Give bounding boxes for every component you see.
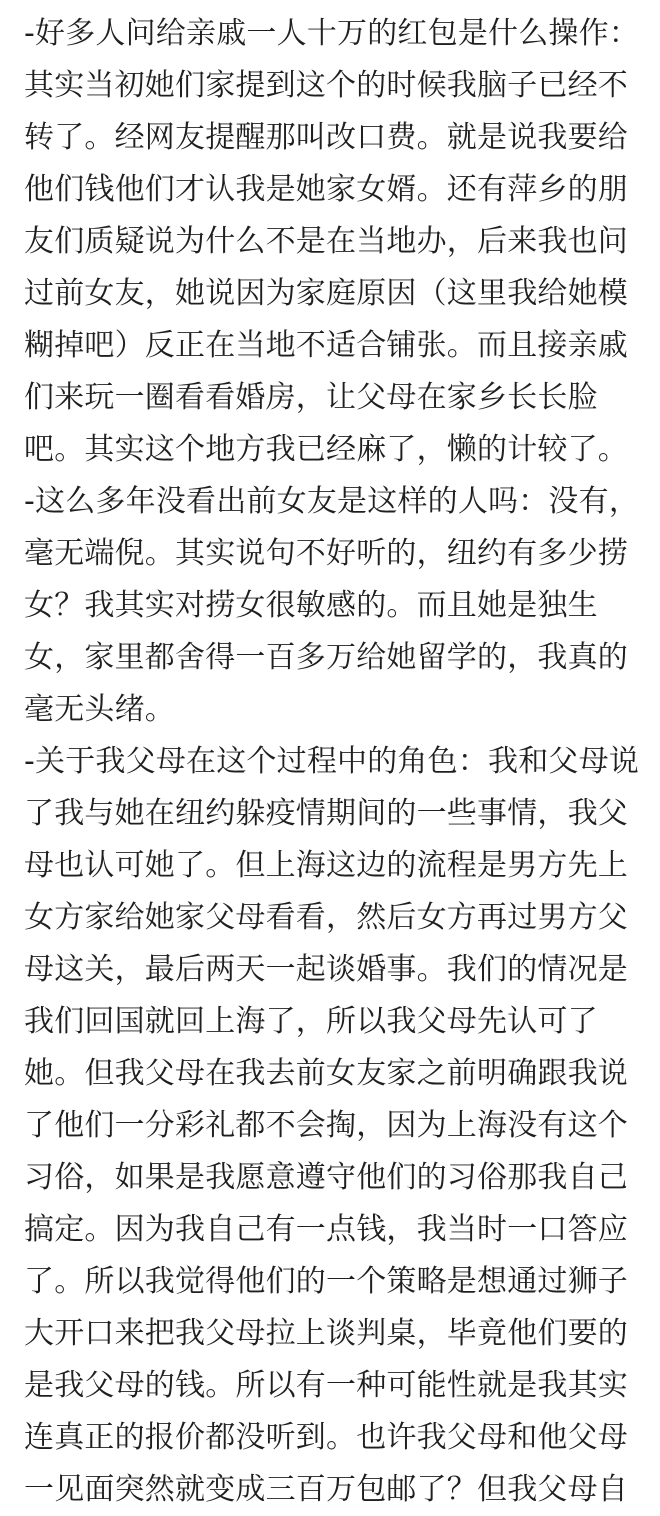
paragraph-red-envelope: [24, 8, 644, 476]
text-line: 母这关，最后两天一起谈婚事。我们的情况是: [24, 952, 628, 987]
text-line: -关于我父母在这个过程中的角色：我和父母说: [24, 744, 640, 779]
text-line: -这么多年没看出前女友是这样的人吗：没有，: [24, 484, 640, 519]
text-line: 他们钱他们才认我是她家女婿。还有萍乡的朋: [24, 172, 628, 207]
text-line: 女？我其实对捞女很敏感的。而且她是独生: [24, 588, 598, 623]
text-line: 女，家里都舍得一百多万给她留学的，我真的: [24, 640, 628, 675]
text-line: 们来玩一圈看看婚房，让父母在家乡长长脸: [24, 380, 598, 415]
text-line: 连真正的报价都没听到。也许我父母和他父母: [24, 1420, 628, 1455]
text-line: 糊掉吧）反正在当地不适合铺张。而且接亲戚: [24, 328, 628, 363]
text-line: 了我与她在纽约躲疫情期间的一些事情，我父: [24, 796, 628, 831]
paragraph-parents-role: [24, 736, 644, 1516]
text-line: 其实当初她们家提到这个的时候我脑子已经不: [24, 68, 628, 103]
text-line: 我们回国就回上海了，所以我父母先认可了: [24, 1004, 598, 1039]
paragraph-ex-girlfriend: [24, 476, 644, 736]
text-line: 转了。经网友提醒那叫改口费。就是说我要给: [24, 120, 628, 155]
text-line: 了他们一分彩礼都不会掏，因为上海没有这个: [24, 1108, 628, 1143]
text-line: -好多人问给亲戚一人十万的红包是什么操作：: [24, 16, 640, 51]
text-line: 母也认可她了。但上海这边的流程是男方先上: [24, 848, 628, 883]
text-line: 一见面突然就变成三百万包邮了？但我父母自: [24, 1472, 628, 1507]
text-line: 友们质疑说为什么不是在当地办，后来我也问: [24, 224, 628, 259]
text-line: 搞定。因为我自己有一点钱，我当时一口答应: [24, 1212, 628, 1247]
text-line: 习俗，如果是我愿意遵守他们的习俗那我自己: [24, 1160, 628, 1195]
text-line: 她。但我父母在我去前女友家之前明确跟我说: [24, 1056, 628, 1091]
text-line: 吧。其实这个地方我已经麻了，懒的计较了。: [24, 432, 628, 467]
text-line: 女方家给她家父母看看，然后女方再过男方父: [24, 900, 628, 935]
text-line: 大开口来把我父母拉上谈判桌，毕竟他们要的: [24, 1316, 628, 1351]
text-line: 过前女友，她说因为家庭原因（这里我给她模: [24, 276, 628, 311]
text-line: 是我父母的钱。所以有一种可能性就是我其实: [24, 1368, 628, 1403]
text-line: 了。所以我觉得他们的一个策略是想通过狮子: [24, 1264, 628, 1299]
text-line: 毫无端倪。其实说句不好听的，纽约有多少捞: [24, 536, 628, 571]
text-line: 毫无头绪。: [24, 692, 175, 727]
